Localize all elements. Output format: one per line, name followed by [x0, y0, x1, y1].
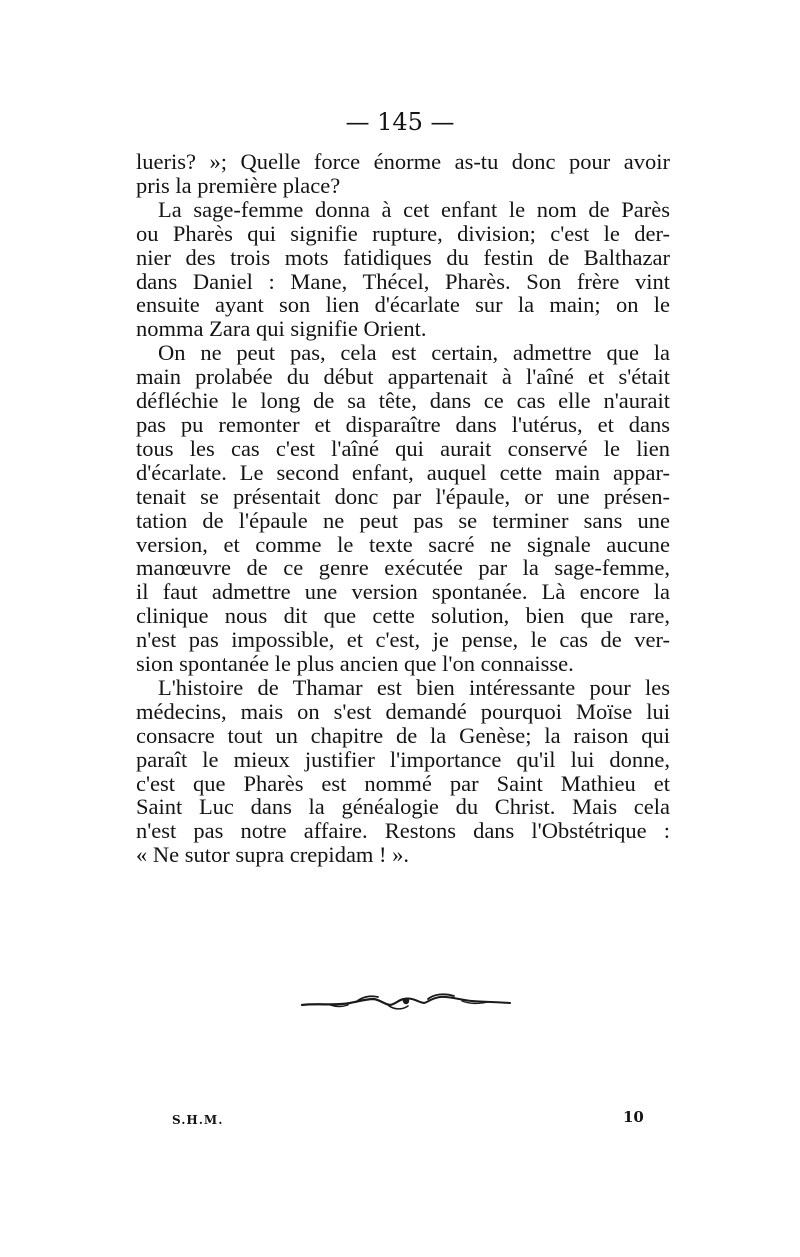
text-line: tation de l'épaule ne peut pas se terminer sans une	[136, 507, 670, 533]
text-line: ou Pharès qui signifie rupture, division; c'est le der-	[136, 220, 670, 246]
text-line: tenait se présentait donc par l'épaule, or une présen-	[136, 483, 670, 509]
fleuron-ornament	[300, 990, 512, 1014]
text-line: main prolabée du début appartenait à l'aîné et s'était	[136, 364, 670, 390]
sheet-number: 10	[623, 1108, 644, 1126]
text-line: Saint Luc dans la généalogie du Christ. Mais cela	[136, 794, 670, 820]
body-text	[136, 150, 670, 867]
text-line: n'est pas notre affaire. Restons dans l'Obstétrique :	[136, 818, 670, 844]
text-line: d'écarlate. Le second enfant, auquel cette main appar-	[136, 459, 670, 485]
text-line: c'est que Pharès est nommé par Saint Mathieu et	[136, 770, 670, 796]
text-line: ensuite ayant son lien d'écarlate sur la main; on le	[136, 292, 670, 318]
text-line: sion spontanée le plus ancien que l'on connaisse.	[136, 651, 574, 677]
text-line: tous les cas c'est l'aîné qui aurait conservé le lien	[136, 435, 670, 461]
text-line: nomma Zara qui signifie Orient.	[136, 316, 427, 342]
signature-mark: S.H.M.	[172, 1113, 224, 1127]
text-line: paraît le mieux justifier l'importance qu'il lui donne,	[136, 746, 670, 772]
text-line: La sage-femme donna à cet enfant le nom de Parès	[158, 196, 670, 222]
text-line: pas pu remonter et disparaître dans l'utérus, et dans	[136, 411, 670, 437]
text-line: dans Daniel : Mane, Thécel, Pharès. Son frère vint	[136, 268, 670, 294]
text-line: consacre tout un chapitre de la Genèse; la raison qui	[136, 722, 670, 748]
text-line: n'est pas impossible, et c'est, je pense, le cas de ver-	[136, 627, 670, 653]
text-line: il faut admettre une version spontanée. Là encore la	[136, 579, 670, 605]
page-number: — 145 —	[345, 108, 455, 136]
text-line: On ne peut pas, cela est certain, admettre que la	[158, 340, 670, 366]
text-line: médecins, mais on s'est demandé pourquoi Moïse lui	[136, 698, 670, 724]
text-line: version, et comme le texte sacré ne signale aucune	[136, 531, 670, 557]
text-line: L'histoire de Thamar est bien intéressante pour les	[158, 674, 670, 700]
text-line: nier des trois mots fatidiques du festin de Balthazar	[136, 244, 670, 270]
text-line: manœuvre de ce genre exécutée par la sage-femme,	[136, 555, 670, 581]
text-line: pris la première place?	[136, 172, 341, 198]
text-line: « Ne sutor supra crepidam ! ».	[136, 842, 410, 868]
text-line: lueris? »; Quelle force énorme as-tu donc pour avoir	[136, 149, 670, 174]
text-line: clinique nous dit que cette solution, bien que rare,	[136, 603, 670, 629]
text-line: défléchie le long de sa tête, dans ce cas elle n'aurait	[136, 388, 670, 414]
